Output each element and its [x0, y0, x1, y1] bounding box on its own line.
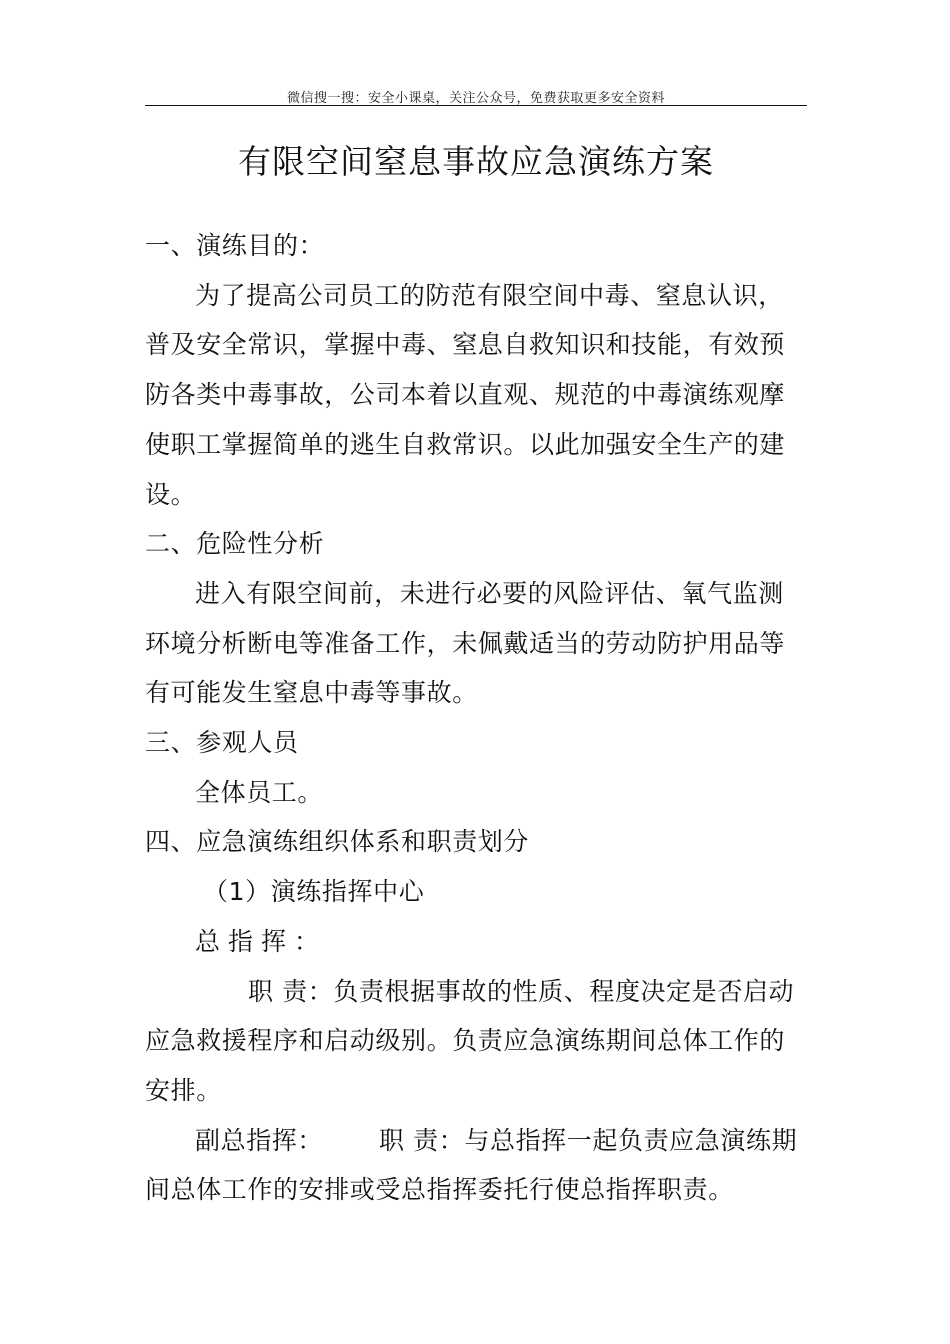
header-note: 微信搜一搜：安全小课桌，关注公众号，免费获取更多安全资料	[286, 91, 665, 106]
section-heading-purpose: 一、演练目的：	[145, 231, 325, 260]
commander-label: 总指挥：	[195, 926, 328, 956]
section-heading-organization: 四、应急演练组织体系和职责划分	[145, 827, 530, 857]
section-heading-hazard: 二、危险性分析	[145, 529, 325, 559]
deputy-commander-row	[145, 1116, 807, 1215]
subsection-heading-command-center: （1）演练指挥中心	[203, 877, 425, 907]
section-paragraph-purpose: 为了提高公司员工的防范有限空间中毒、窒息认识，普及安全常识，掌握中毒、窒息自救知识和技能，有效预防各类中毒事故，公司本着以直观、规范的中毒演练观摩使职工掌握简单的逃生自救常识。以此加强安全生产的建设。	[145, 280, 786, 509]
document-body	[145, 221, 807, 1215]
deputy-commander-duty: 职 责：与总指挥一起负责应急演练期间总体工作的安排或受总指挥委托行使总指挥职责。	[145, 1125, 798, 1205]
section-paragraph-attendees: 全体员工。	[195, 777, 324, 807]
section-heading-attendees: 三、参观人员	[145, 728, 299, 758]
header-divider	[145, 105, 807, 106]
document-title: 有限空间窒息事故应急演练方案	[238, 142, 714, 181]
section-paragraph-hazard: 进入有限空间前，未进行必要的风险评估、氧气监测环境分析断电等准备工作，未佩戴适当的劳动防护用品等有可能发生窒息中毒等事故。	[145, 578, 786, 708]
commander-duty: 职 责：负责根据事故的性质、程度决定是否启动应急救援程序和启动级别。负责应急演练期间总体工作的安排。	[145, 976, 795, 1105]
deputy-commander-label: 副总指挥：	[195, 1125, 324, 1155]
